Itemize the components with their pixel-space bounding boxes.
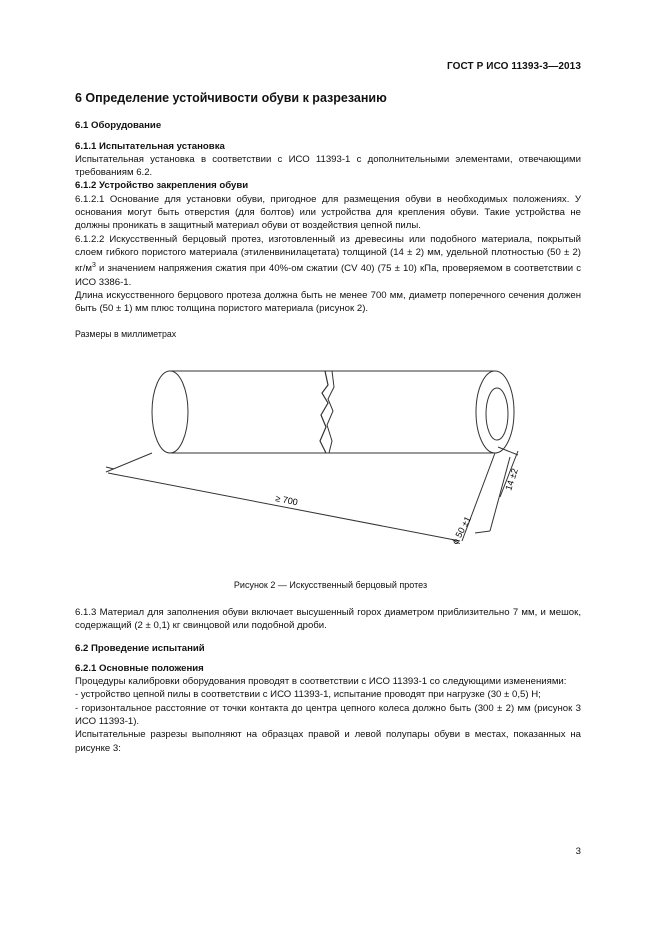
diameter-dim-line xyxy=(490,457,510,531)
subsection-6-1-2: 6.1.2 Устройство закрепления обуви xyxy=(75,180,249,192)
paragraph-6-1-3: 6.1.3 Материал для заполнения обуви включает высушенный горох диаметром приблизительно 7 мм, и мешок, содержащий (2 ± 0,1) кг свинцовой или подобной дроби. xyxy=(75,607,581,632)
paragraph-6-2-1: Процедуры калибровки оборудования проводят в соответствии с ИСО 11393-1 со следующими изменениями: xyxy=(75,676,567,688)
section-6-2-block xyxy=(75,606,581,755)
diameter-label: ϕ 50 ±1 xyxy=(449,514,473,546)
length-dim-line xyxy=(108,473,460,541)
paragraph-6-1-2-1: 6.1.2.1 Основание для установки обуви, пригодное для размещения обуви в необходимых положениях. У основания могут быть отверстия (для болтов) или устройства для крепления обуви. Такие устройства не должны проникать в защитный материал обуви от воздействия цепной пилы. xyxy=(75,193,581,232)
cylinder-inner-core xyxy=(486,388,508,440)
paragraph-6-1-1: Испытательная установка в соответствии с ИСО 11393-1 с дополнительными элементами, отвечающими требованиям 6.2. xyxy=(75,153,581,179)
paragraph-cuts: Испытательные разрезы выполняют на образцах правой и левой полупары обуви в местах, показанных на рисунке 3: xyxy=(75,729,581,754)
list-item-2: - горизонтальное расстояние от точки контакта до центра цепного колеса должно быть (300 ± 2) мм (рисунок 3 ИСО 11393-1). xyxy=(75,702,581,728)
section-title: 6 Определение устойчивости обуви к разрезанию xyxy=(75,91,387,105)
figure-caption: Рисунок 2 — Искусственный берцовый протез xyxy=(233,580,428,590)
subsection-6-2-1: 6.2.1 Основные положения xyxy=(75,662,204,674)
list-item-1: - устройство цепной пилы в соответствии с ИСО 11393-1, испытание проводят при нагрузке (30 ± 0,5) Н; xyxy=(75,689,541,701)
page-number: 3 xyxy=(575,846,581,857)
paragraph-6-1-2-2: 6.1.2.2 Искусственный берцовый протез, изготовленный из древесины или подобного материала, покрытый слоем гибкого пористого материала (этиленвинилацетата) толщиной (14 ± 2) мм, удельной плотностью (50 ± 2) $кг/м^3$ и значением напряжения сжатия при 40%-ом сжатии (CV 40) (75 ± 10) кПа, проверяемом в соответствии с ИСО 3386-1. xyxy=(75,233,581,288)
cylinder-left-end xyxy=(152,371,188,453)
subsection-6-1: 6.1 Оборудование xyxy=(75,120,162,132)
length-label: ≥ 700 xyxy=(274,493,299,508)
thickness-label: 14 ±2 xyxy=(503,467,520,492)
subsection-6-1-1: 6.1.1 Испытательная установка xyxy=(75,140,225,152)
subsection-6-2: 6.2 Проведение испытаний xyxy=(75,642,205,654)
cut-line xyxy=(320,371,328,453)
section-6-block xyxy=(75,92,581,341)
figure-2-drawing xyxy=(70,355,520,565)
document-header: ГОСТ Р ИСО 11393-3—2013 xyxy=(446,61,581,72)
dimensions-note: Размеры в миллиметрах xyxy=(75,328,177,339)
paragraph-length: Длина искусственного берцового протеза должна быть не менее 700 мм, диаметр поперечного сечения должен быть (50 ± 1) мм плюс толщина пористого материала (рисунок 2). xyxy=(75,290,581,315)
